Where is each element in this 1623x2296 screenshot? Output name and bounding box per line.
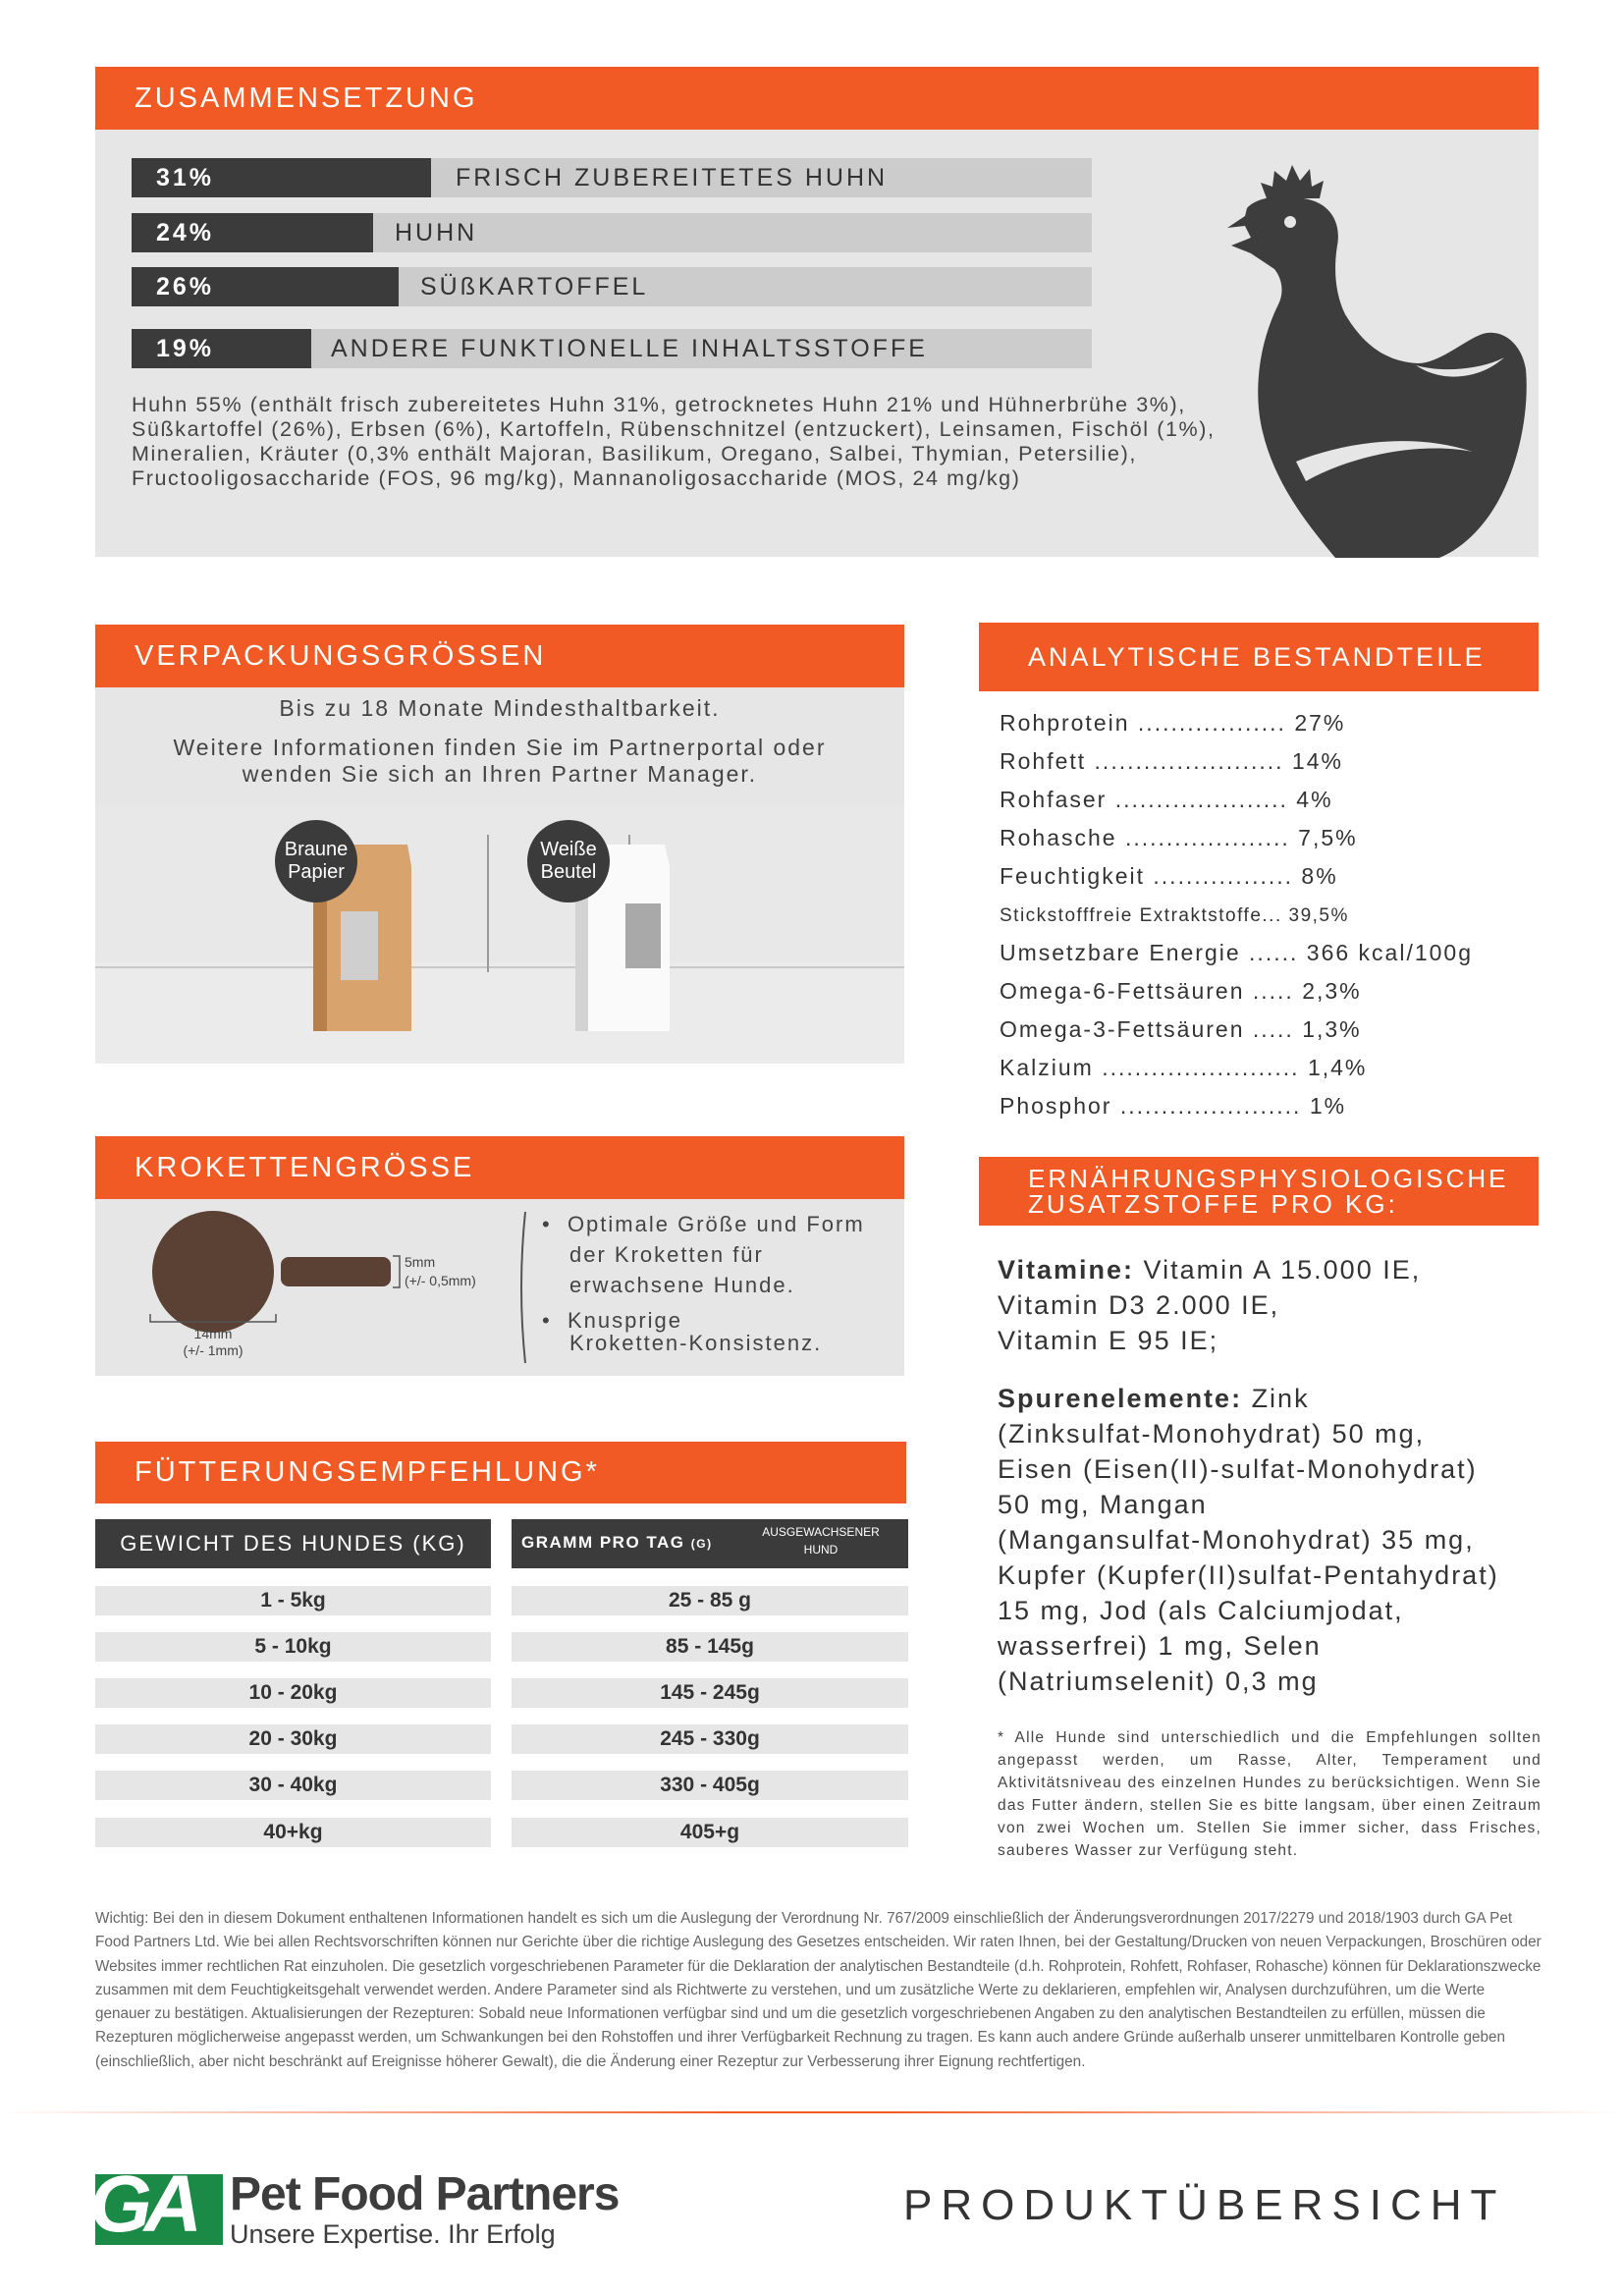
footer-tagline: Unsere Expertise. Ihr Erfolg — [230, 2219, 556, 2249]
footer-brand: Pet Food Partners — [230, 2168, 620, 2220]
analytical-row: Omega-3-Fettsäuren ..... 1,3% — [1000, 1016, 1362, 1042]
ingredient-name: HUHN — [373, 213, 1092, 252]
kibble-bullet-1-line2: der Kroketten für — [569, 1242, 764, 1267]
ingredient-name: FRISCH ZUBEREITETES HUHN — [431, 158, 1092, 197]
composition-text: Huhn 55% (enthält frisch zubereitetes Huhn 31%, getrocknetes Huhn 21% und Hühnerbrühe 3%), Süßkartoffel (26%), Erbsen (6%), Kartoffeln, Rübenschnitzel (entzuckert), Leinsamen, Fischöl (1%), Mineralien, Kräuter (0,3% enthält Majoran, Basilikum, Oregano, Salbei, Thymian, Petersilie), Fructooligosaccharide (FOS, 96 mg/kg), Mannanoligosaccharide (MOS, 24 mg/kg) — [132, 393, 1216, 490]
trace-line1: Zink — [1242, 1384, 1310, 1413]
additives-header — [979, 1157, 1539, 1226]
ga-logo-mark: GA — [89, 2159, 194, 2249]
feeding-header — [95, 1442, 906, 1503]
feeding-col-weight-label: GEWICHT DES HUNDES (KG) — [120, 1531, 466, 1556]
ingredient-percent: 31% — [132, 158, 431, 197]
trace-line: (Zinksulfat-Monohydrat) 50 mg, — [998, 1419, 1426, 1449]
vitamins-line3: Vitamin E 95 IE; — [998, 1326, 1219, 1355]
analytical-row: Stickstofffreie Extraktstoffe... 39,5% — [1000, 905, 1349, 926]
packaging-illustration — [95, 805, 904, 1064]
kibble-diameter: 14mm — [193, 1326, 233, 1341]
feeding-weight-cell: 1 - 5kg — [95, 1586, 491, 1615]
analytical-row: Rohasche .................... 7,5% — [1000, 825, 1358, 850]
vitamins-line1: Vitamin A 15.000 IE, — [1134, 1255, 1422, 1285]
ingredient-percent: 24% — [132, 213, 373, 252]
kibble-side — [281, 1257, 391, 1286]
feeding-weight-cell: 5 - 10kg — [95, 1632, 491, 1662]
packaging-title: VERPACKUNGSGRÖSSEN — [135, 639, 547, 672]
trace-line: 15 mg, Jod (als Calciumjodat, — [998, 1596, 1404, 1625]
feeding-grams-cell: 25 - 85 g — [512, 1586, 908, 1615]
bag-label-white-line2: Beutel — [540, 861, 597, 883]
feeding-grams-cell: 85 - 145g — [512, 1632, 908, 1662]
ingredient-row — [132, 329, 1092, 368]
ingredient-row — [132, 267, 1092, 306]
packaging-shelf-life: Bis zu 18 Monate Mindesthaltbarkeit. — [279, 695, 721, 721]
feeding-col-grams-sub: AUSGEWACHSENER HUND — [762, 1525, 880, 1557]
ingredient-percent: 19% — [132, 329, 311, 368]
feeding-col-grams-label: GRAMM PRO TAG (G) — [521, 1533, 713, 1552]
feeding-grams-cell: 245 - 330g — [512, 1724, 908, 1754]
analytical-row: Phosphor ...................... 1% — [1000, 1093, 1347, 1119]
bag-label-brown-line2: Papier — [288, 861, 345, 883]
composition-title: ZUSAMMENSETZUNG — [135, 82, 478, 114]
feeding-footnote: * Alle Hunde sind unterschiedlich und die Empfehlungen sollten angepasst werden, um Rasse, Alter, Temperament und Aktivitätsniveau des einzelnen Hundes zu berücksichtigen. Wenn Sie das Futter ändern, stellen Sie es bitte langsam, über einen Zeitraum von zwei Wochen um. Stellen Sie immer sicher, dass Frisches, sauberes Wasser zur Verfügung steht. — [998, 1729, 1542, 1859]
analytical-title: ANALYTISCHE BESTANDTEILE — [1028, 641, 1486, 672]
bag-label-brown — [275, 820, 357, 902]
additives-title-1: ERNÄHRUNGSPHYSIOLOGISCHE — [1028, 1164, 1509, 1193]
legal-disclaimer: Wichtig: Bei den in diesem Dokument enthaltenen Informationen handelt es sich um die Auslegung der Verordnung Nr. 767/2009 einschließlich der Änderungsverordnungen 2017/2279 und 2018/1903 durch GA Pet Food Partners Ltd. Wie bei allen Rechtsvorschriften können nur Gerichte über die richtige Auslegung des Gesetzes entscheiden. Wir raten Ihnen, bei der Gestaltung/Drucken von neuen Verpackungen, Broschüren oder Websites immer rechtlichen Rat einzuholen. Die gesetzlich vorgeschriebenen Parameter für die Deklaration der analytischen Bestandteile (d.h. Rohprotein, Rohfett, Rohfaser, Rohasche) können für Deklarationszwecke zusammen mit dem Feuchtigkeitsgehalt verwendet werden. Andere Parameter sind als Richtwerte zu verstehen, und um zusätzliche Werte zu deklarieren, empfehlen wir, Analysen durchzuführen, um die Werte genauer zu bestätigen. Aktualisierungen der Rezepturen: Sobald neue Informationen verfügbar sind und um die gesetzlich vorgeschriebenen Angaben zu den analytischen Bestandteilen zu erfüllen, müssen die Rezepturen möglicherweise angepasst werden, um Schwankungen bei den Rohstoffen und ihrer Verfügbarkeit Rechnung zu tragen. Es kann auch andere Gründe außerhalb unserer unmittelbaren Kontrolle geben (einschließlich, aber nicht beschränkt auf Ereignisse höherer Gewalt), die die Änderung einer Rezeptur zur Verbesserung ihrer Eignung rechtfertigen. — [95, 1910, 1542, 2070]
kibble-thickness-bracket — [391, 1253, 405, 1290]
trace-line: (Natriumselenit) 0,3 mg — [998, 1667, 1319, 1696]
feeding-grams-cell: 145 - 245g — [512, 1678, 908, 1708]
kibble-bullet-2: • Knusprige — [542, 1308, 683, 1333]
kibble-divider — [515, 1210, 529, 1365]
kibble-bullet-1-line3: erwachsene Hunde. — [569, 1273, 795, 1297]
packaging-header — [95, 625, 904, 687]
trace-line: Kupfer (Kupfer(II)sulfat-Pentahydrat) — [998, 1560, 1499, 1590]
feeding-grams-cell: 405+g — [512, 1818, 908, 1847]
kibble-header — [95, 1136, 904, 1199]
analytical-row: Rohfaser ..................... 4% — [1000, 787, 1333, 812]
ingredient-row — [132, 213, 1092, 252]
packaging-info-2: wenden Sie sich an Ihren Partner Manager. — [242, 761, 758, 787]
bag-label-brown-line1: Braune — [284, 839, 349, 860]
feeding-weight-cell: 20 - 30kg — [95, 1724, 491, 1754]
feeding-title: FÜTTERUNGSEMPFEHLUNG* — [135, 1456, 600, 1488]
analytical-header — [979, 623, 1539, 691]
analytical-row: Kalzium ........................ 1,4% — [1000, 1055, 1368, 1080]
analytical-row: Rohprotein .................. 27% — [1000, 710, 1346, 736]
feeding-col-grams — [512, 1519, 908, 1568]
additives-title-2: ZUSATZSTOFFE PRO KG: — [1028, 1189, 1398, 1219]
kibble-bullet-2-line2: Kroketten-Konsistenz. — [569, 1331, 823, 1355]
kibble-thickness-tolerance: (+/- 0,5mm) — [405, 1273, 476, 1288]
additives-vitamins — [998, 1252, 1421, 1358]
ingredient-name: SÜßKARTOFFEL — [399, 267, 1092, 306]
vitamins-label: Vitamine: — [998, 1255, 1135, 1285]
trace-line: (Mangansulfat-Monohydrat) 35 mg, — [998, 1525, 1475, 1555]
footer-divider — [0, 2111, 1623, 2113]
kibble-thickness: 5mm — [405, 1254, 436, 1270]
ingredient-row — [132, 158, 1092, 197]
feeding-weight-cell: 40+kg — [95, 1818, 491, 1847]
kibble-bullet-1: • Optimale Größe und Form — [542, 1212, 865, 1236]
feeding-weight-cell: 10 - 20kg — [95, 1678, 491, 1708]
feeding-grams-cell: 330 - 405g — [512, 1771, 908, 1800]
trace-line: wasserfrei) 1 mg, Selen — [998, 1631, 1322, 1661]
additives-trace — [998, 1381, 1499, 1699]
document-title: PRODUKTÜBERSICHT — [903, 2181, 1506, 2229]
feeding-col-weight — [95, 1519, 491, 1568]
chicken-icon — [1188, 147, 1532, 560]
ingredient-percent: 26% — [132, 267, 399, 306]
trace-line: Eisen (Eisen(II)-sulfat-Monohydrat) — [998, 1454, 1478, 1484]
trace-label: Spurenelemente: — [998, 1384, 1243, 1413]
analytical-row: Umsetzbare Energie ...... 366 kcal/100g — [1000, 940, 1473, 965]
kibble-diameter-tolerance: (+/- 1mm) — [183, 1342, 243, 1358]
kibble-bullets — [542, 1209, 865, 1358]
analytical-row: Feuchtigkeit ................. 8% — [1000, 863, 1338, 889]
ingredient-name: ANDERE FUNKTIONELLE INHALTSSTOFFE — [311, 329, 1092, 368]
kibble-title: KROKETTENGRÖSSE — [135, 1151, 475, 1183]
feeding-weight-cell: 30 - 40kg — [95, 1771, 491, 1800]
bag-label-white-line1: Weiße — [540, 839, 597, 860]
vitamins-line2: Vitamin D3 2.000 IE, — [998, 1290, 1280, 1320]
analytical-row: Omega-6-Fettsäuren ..... 2,3% — [1000, 978, 1362, 1004]
packaging-info-1: Weitere Informationen finden Sie im Partnerportal oder — [173, 735, 827, 760]
trace-line: 50 mg, Mangan — [998, 1490, 1208, 1519]
bag-label-white — [527, 820, 610, 902]
composition-header — [95, 67, 1539, 130]
analytical-row: Rohfett ....................... 14% — [1000, 748, 1343, 774]
